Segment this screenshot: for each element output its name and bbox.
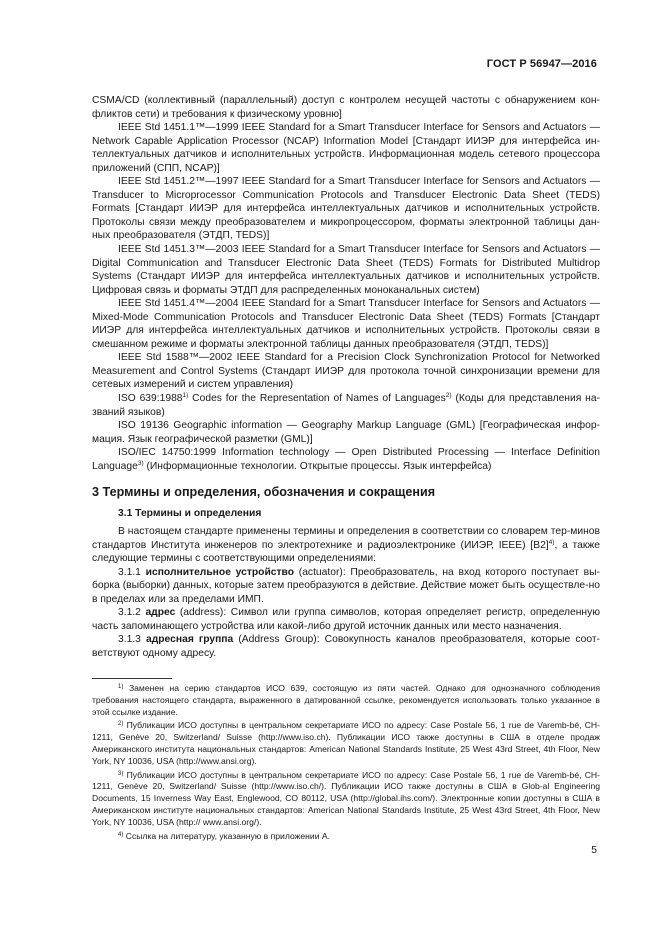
reference-item: IEEE Std 1451.3™—2003 IEEE Standard for a Smart Transducer Interface for Sensors and Actuators — Digital Communication and Transducer Electronic Data Sheet (TEDS) Formats for Distributed Multidrop Systems (Стандарт ИИЭР для интерфейса интеллектуальных датчиков и исполнительных устройств. Цифровая связь и форматы ЭТДП для распределенных моноканальных систем) bbox=[92, 244, 600, 296]
references-list bbox=[92, 94, 600, 473]
reference-item: IEEE Std 1588™—2002 IEEE Standard for a Precision Clock Synchronization Protocol for Networked Measurement and Control Systems (Стандарт ИИЭР для протокола точной синхронизации времени для сетевых измерений и систем управления) bbox=[92, 352, 600, 391]
section-title: 3 Термины и определения, обозначения и сокращения bbox=[92, 485, 436, 499]
term-name: адресная группа bbox=[146, 634, 234, 646]
reference-item: IEEE Std 1451.1™—1999 IEEE Standard for a Smart Transducer Interface for Sensors and Actuators — Network Capable Application Processor (NCAP) Information Model [Стандарт ИИЭР для интерфейса ин-теллектуальных датчиков и исполнительных устройств. Информационная модель сетевого процессора приложений (СПП, NCAP)] bbox=[92, 122, 600, 174]
footnote-mark: 3) bbox=[118, 770, 124, 777]
term-number: 3.1.3 bbox=[118, 634, 141, 646]
term-name: адрес bbox=[145, 607, 176, 619]
reference-item bbox=[92, 446, 600, 473]
footnote bbox=[92, 683, 600, 718]
footnote-text: Ссылка на литературу, указанную в приложении А. bbox=[125, 830, 331, 841]
footnote-text: Заменен на серию стандартов ИСО 639, состоящую из пяти частей. Однако для однозначного соблюдения требования настоящего стандарта, выраженного в датированной ссылке, рекомендуется использовать только указанное в этой ссылке издание. bbox=[92, 683, 601, 717]
reference-item: IEEE Std 1451.2™—1997 IEEE Standard for a Smart Transducer Interface for Sensors and Actuators — Transducer to Microprocessor Communication Protocols and Transducer Electronic Data Sheet (TEDS) Formats [Стандарт ИИЭР для интерфейса интеллектуальных датчиков и исполнительных устройств. Протоколы связи между преобразователем и микропроцессором, форматы электронной таблицы дан-ных преобразователя (ЭТДП, TEDS)] bbox=[92, 176, 600, 242]
footnote-mark: 4) bbox=[118, 831, 124, 838]
reference-text: Codes for the Representation of Names of Languages bbox=[188, 393, 446, 405]
reference-text: (Информационные технологии. Открытые процессы. Язык интерфейса) bbox=[143, 460, 492, 472]
footnote bbox=[92, 770, 600, 829]
reference-item: CSMA/CD (коллективный (параллельный) доступ с контролем несущей частоты с обнаружением кон-фликтов сети) и требования к физическому уровню] bbox=[92, 95, 600, 120]
footnote-ref: 4) bbox=[548, 538, 555, 546]
footnote-mark: 1) bbox=[118, 684, 124, 690]
footnote-text: Публикации ИСО доступны в центральном секретариате ИСО по адресу: Case Postale 56, 1 rue de Varemb-bé, CH-1211, Genève 20, Switzerland/ Suisse (http://www.iso.ch). Публикации ИСО также доступны в США в отделе продаж Американского института национальных стандартов: American National Standards Institute, 25 West 43rd Street, 4th Floor, New York, NY 10036, USA (http://www.ansi.org). bbox=[92, 720, 600, 766]
reference-item: IEEE Std 1451.4™—2004 IEEE Standard for a Smart Transducer Interface for Sensors and Actuators — Mixed-Mode Communication Protocols and Transducer Electronic Data Sheet (TEDS) Formats [Стандарт ИИЭР для интерфейса интеллектуальных датчиков и исполнительных устройств. Протоколы связи в смешанном режиме и форматы электронной таблицы данных преобразователя (ЭТДП, TEDS)] bbox=[92, 298, 600, 350]
reference-text: ISO/IEC 14750:1999 Information technology — Open Distributed Processing — Interface Definition Language bbox=[92, 447, 600, 472]
intro-text: В настоящем стандарте применены термины и определения в соответствии со словарем тер-минов стандартов Института инженеров по электротехнике и радиоэлектронике (ИИЭР, IEEE) [B2] bbox=[92, 526, 600, 551]
term-number: 3.1.2 bbox=[118, 607, 141, 619]
term-def: (address): Символ или группа символов, которая определяет регистр, определенную часть запоминающего устройства или какой-либо другой источник данных или место назначения. bbox=[92, 607, 600, 632]
document-code-header: ГОСТ Р 56947—2016 bbox=[486, 58, 597, 70]
footnote bbox=[92, 720, 600, 767]
footnote-text: Публикации ИСО доступны в центральном секретариате ИСО по адресу: Case Postale 56, 1 rue de Varemb-bé, CH-1211, Genève 20, Switzerland/ Suisse (http://www.iso.ch/). Публикации ИСО также доступны в США в Glob-al Engineering Documents, 15 Inverness Way East, Englewood, CO 80112, USA (http://global.ihs.com/). Электронные копии доступны в США в Американском институте национальных стандартов: American National Standards Institute, 25 West 43rd Street, 4th Floor, New York, NY 10036, USA (http:// www.ansi.org/). bbox=[92, 769, 600, 827]
footnote-mark: 2) bbox=[118, 721, 124, 728]
reference-item: ISO 19136 Geographic information — Geography Markup Language (GML) [Географическая инфор-мация. Язык географической разметки (GML)] bbox=[92, 420, 600, 445]
term-definition bbox=[92, 606, 600, 633]
footnotes bbox=[92, 683, 600, 844]
reference-text: (Коды для представления на-званий языков) bbox=[92, 393, 601, 418]
term-name: исполнительное устройство bbox=[145, 566, 295, 578]
term-def: (Address Group): Совокупность каналов преобразователя, которые соот-ветствуют одному адресу. bbox=[92, 634, 600, 659]
reference-text: ISO 639:1988 bbox=[118, 393, 183, 405]
terms-intro bbox=[92, 525, 600, 566]
subsection-title: 3.1 Термины и определения bbox=[118, 508, 262, 519]
page-number: 5 bbox=[591, 845, 597, 856]
term-definition bbox=[92, 633, 600, 660]
footnote-ref: 3) bbox=[137, 459, 144, 467]
term-def: (actuator): Преобразователь, на вход которого поступает вы-борка (выборки) данных, которые затем преобразуются в действие. Действие может быть осуществле-но в пределах или за пределами ИМП. bbox=[92, 566, 600, 605]
reference-item bbox=[92, 392, 600, 419]
footnote-ref: 1) bbox=[182, 392, 189, 400]
term-number: 3.1.1 bbox=[118, 566, 141, 578]
terms-body bbox=[92, 525, 600, 660]
footnote-divider bbox=[92, 678, 172, 679]
intro-text: , а также следующие термины с соответствующими определениями: bbox=[92, 539, 600, 565]
term-definition bbox=[92, 566, 600, 607]
footnote bbox=[92, 831, 600, 843]
footnote-ref: 2) bbox=[445, 392, 452, 400]
